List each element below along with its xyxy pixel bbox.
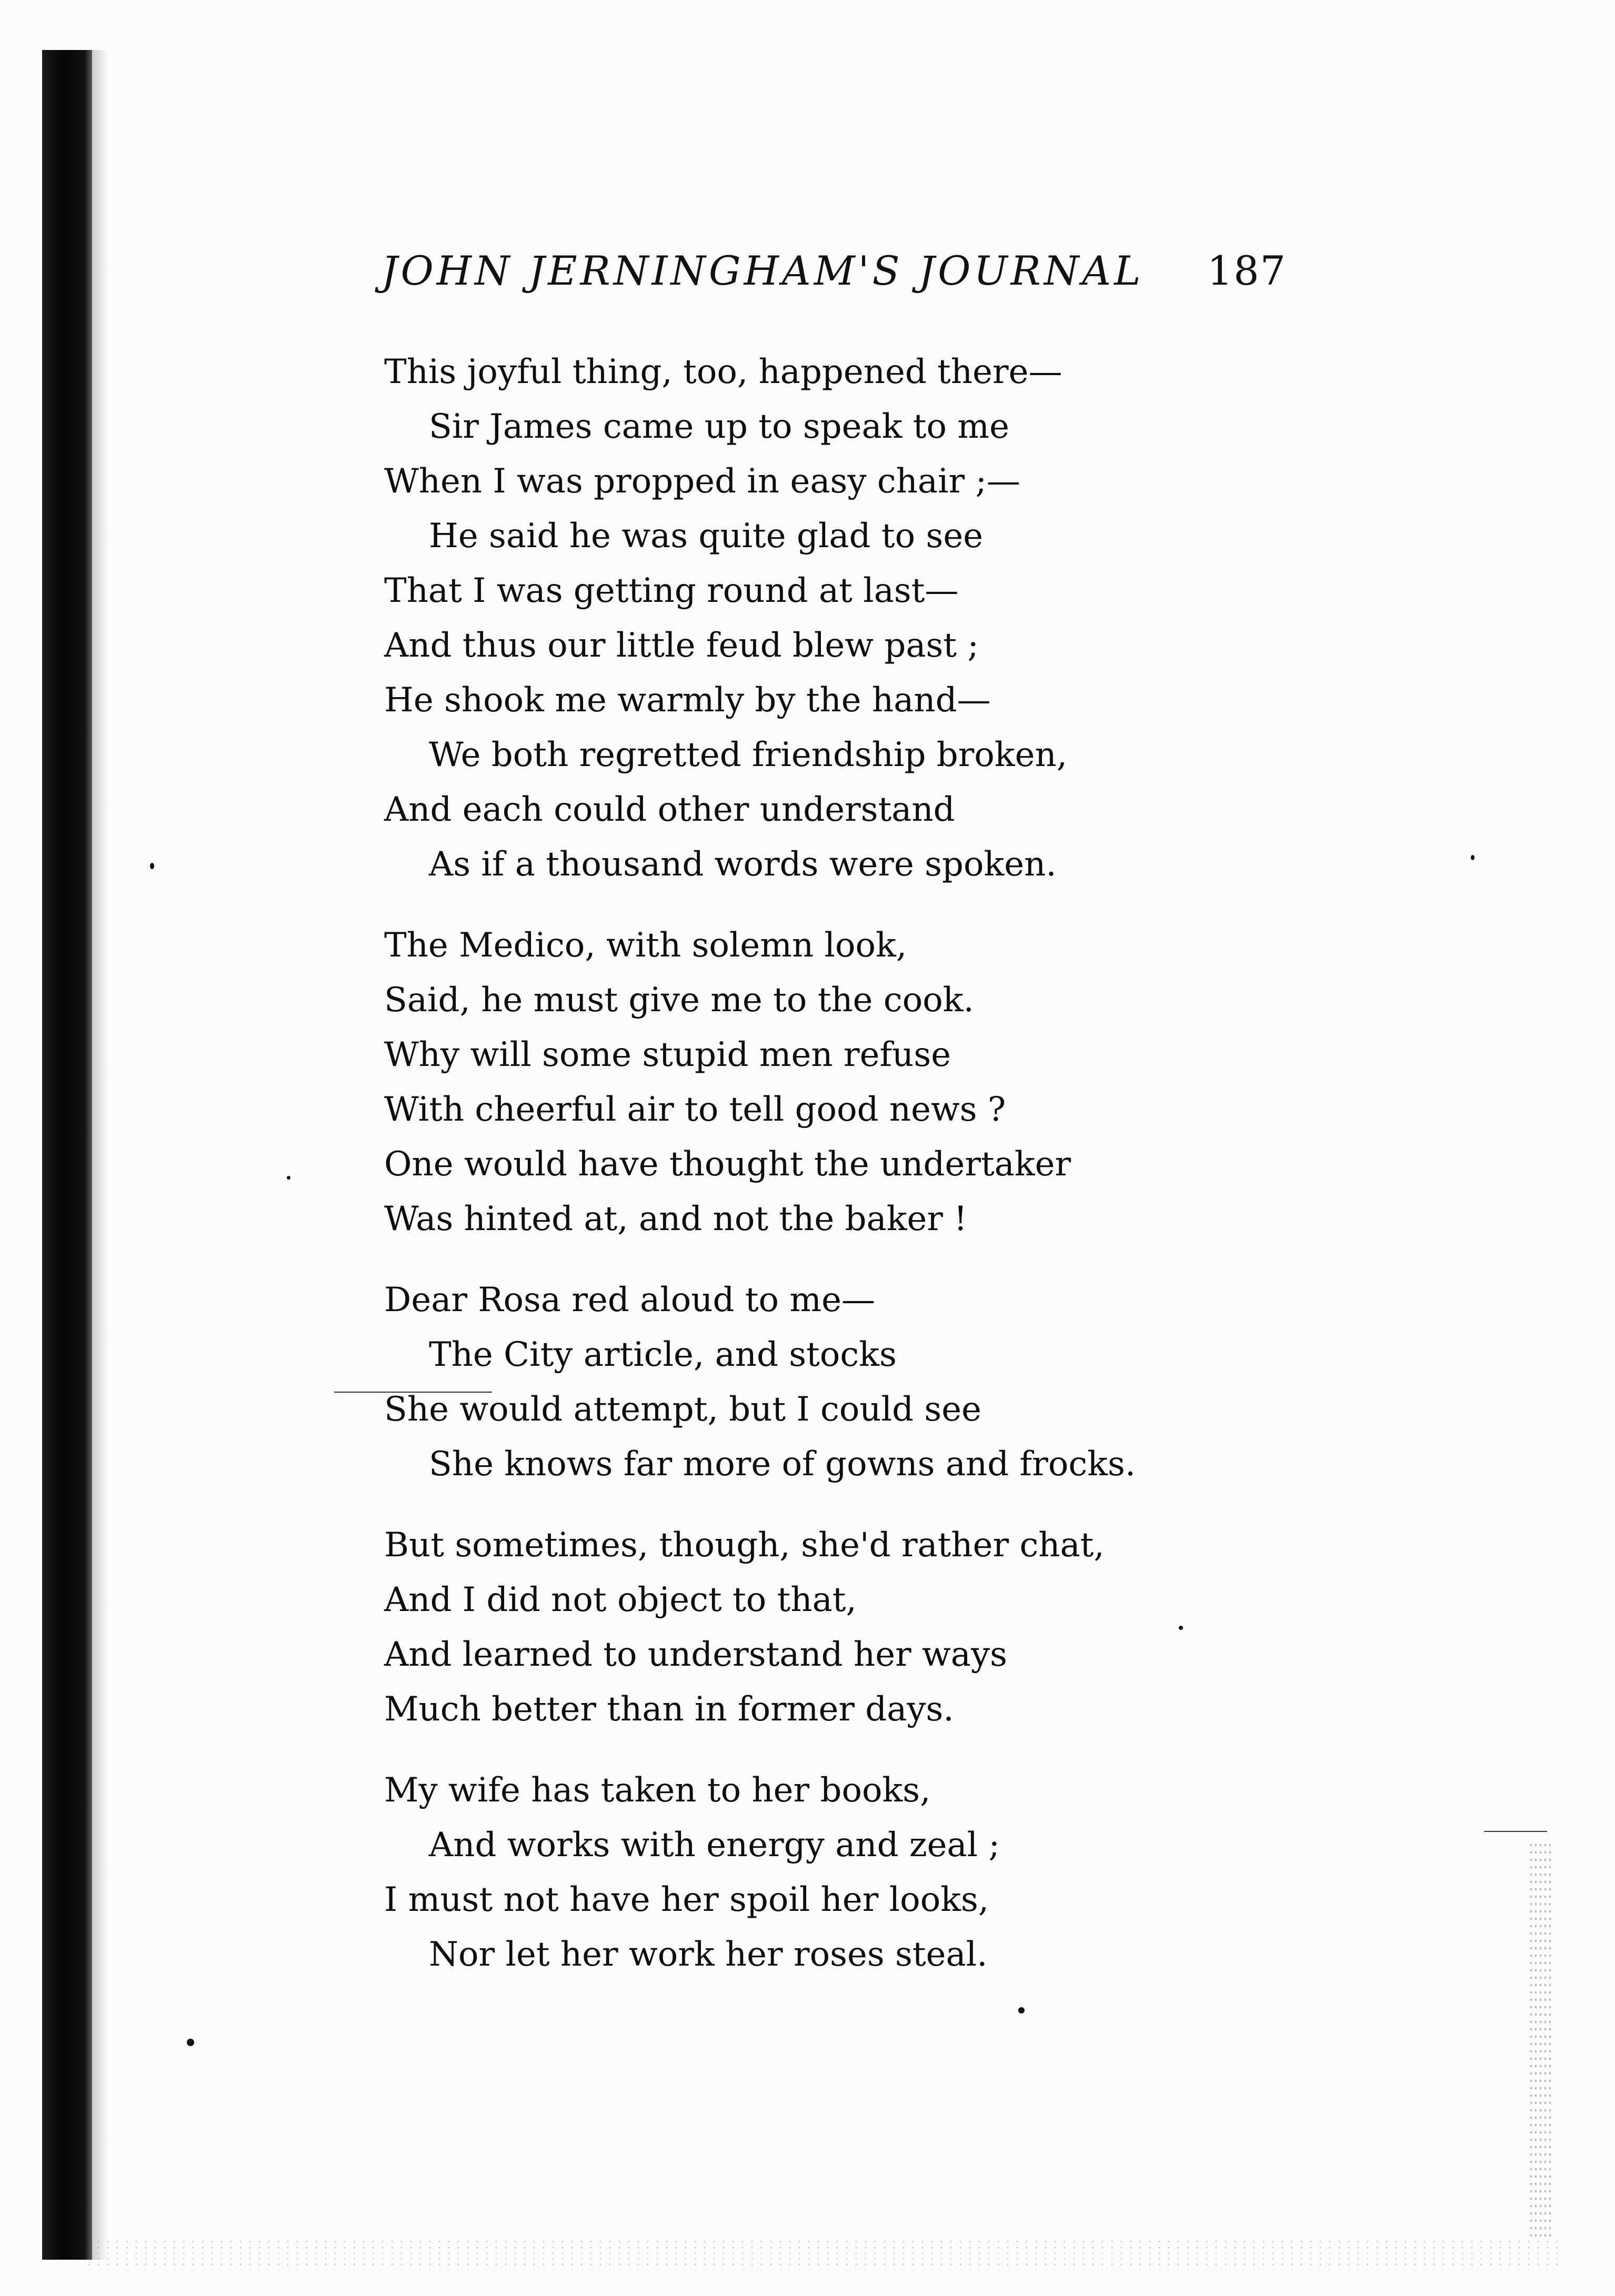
- poem-line: She knows far more of gowns and frocks.: [429, 1445, 1136, 1484]
- stanza: [384, 1518, 1279, 1737]
- poem-line: He said he was quite glad to see: [429, 517, 984, 556]
- right-scan-noise: [1529, 1841, 1552, 2241]
- poem-line: As if a thousand words were spoken.: [429, 845, 1057, 884]
- poem-line: The Medico, with solemn look,: [384, 926, 907, 965]
- poem-line: One would have thought the undertaker: [384, 1145, 1071, 1184]
- poem-line: When I was propped in easy chair ;—: [384, 462, 1020, 501]
- poem-line: He shook me warmly by the hand—: [384, 681, 991, 720]
- poem-line: And I did not object to that,: [384, 1580, 857, 1619]
- poem-line: Said, he must give me to the cook.: [384, 981, 974, 1020]
- running-title: JOHN JERNINGHAM'S JOURNAL: [382, 247, 1144, 294]
- poem-line: This joyful thing, too, happened there—: [384, 353, 1062, 391]
- poem-line: Was hinted at, and not the baker !: [384, 1200, 968, 1238]
- poem-line: She would attempt, but I could see: [384, 1390, 981, 1429]
- poem-line: My wife has taken to her books,: [384, 1771, 931, 1810]
- binding-edge: [42, 50, 92, 2260]
- running-head: [382, 247, 1287, 310]
- poem-line: We both regretted friendship broken,: [429, 736, 1068, 774]
- scan-speck: [287, 1176, 290, 1180]
- binding-shadow: [92, 50, 108, 2260]
- poem-line: And thus our little feud blew past ;: [384, 626, 979, 665]
- poem-line: Why will some stupid men refuse: [384, 1035, 951, 1074]
- poem-line: Much better than in former days.: [384, 1690, 954, 1729]
- stanza: [384, 1763, 1279, 1982]
- stray-pen-mark: [1484, 1831, 1547, 1832]
- stanza: [384, 345, 1279, 892]
- poem-line: Sir James came up to speak to me: [429, 407, 1009, 446]
- poem-body: [384, 345, 1279, 2008]
- stanza: [384, 918, 1279, 1246]
- stanza: [384, 1273, 1279, 1492]
- poem-line: Dear Rosa red aloud to me—: [384, 1281, 875, 1320]
- poem-line: And each could other understand: [384, 790, 955, 829]
- poem-line: The City article, and stocks: [429, 1335, 897, 1374]
- scan-speck: [187, 2039, 194, 2046]
- poem-line: That I was getting round at last—: [384, 571, 959, 610]
- poem-line: And learned to understand her ways: [384, 1635, 1007, 1674]
- poem-line: And works with energy and zeal ;: [429, 1826, 1000, 1865]
- poem-line: But sometimes, though, she'd rather chat,: [384, 1526, 1105, 1565]
- poem-line: I must not have her spoil her looks,: [384, 1880, 989, 1919]
- scan-speck: [1471, 855, 1474, 860]
- bottom-scan-noise: [84, 2239, 1558, 2270]
- poem-line: Nor let her work her roses steal.: [429, 1935, 988, 1974]
- scan-speck: [150, 863, 154, 869]
- page-number: 187: [1207, 247, 1287, 294]
- poem-line: With cheerful air to tell good news ?: [384, 1090, 1006, 1129]
